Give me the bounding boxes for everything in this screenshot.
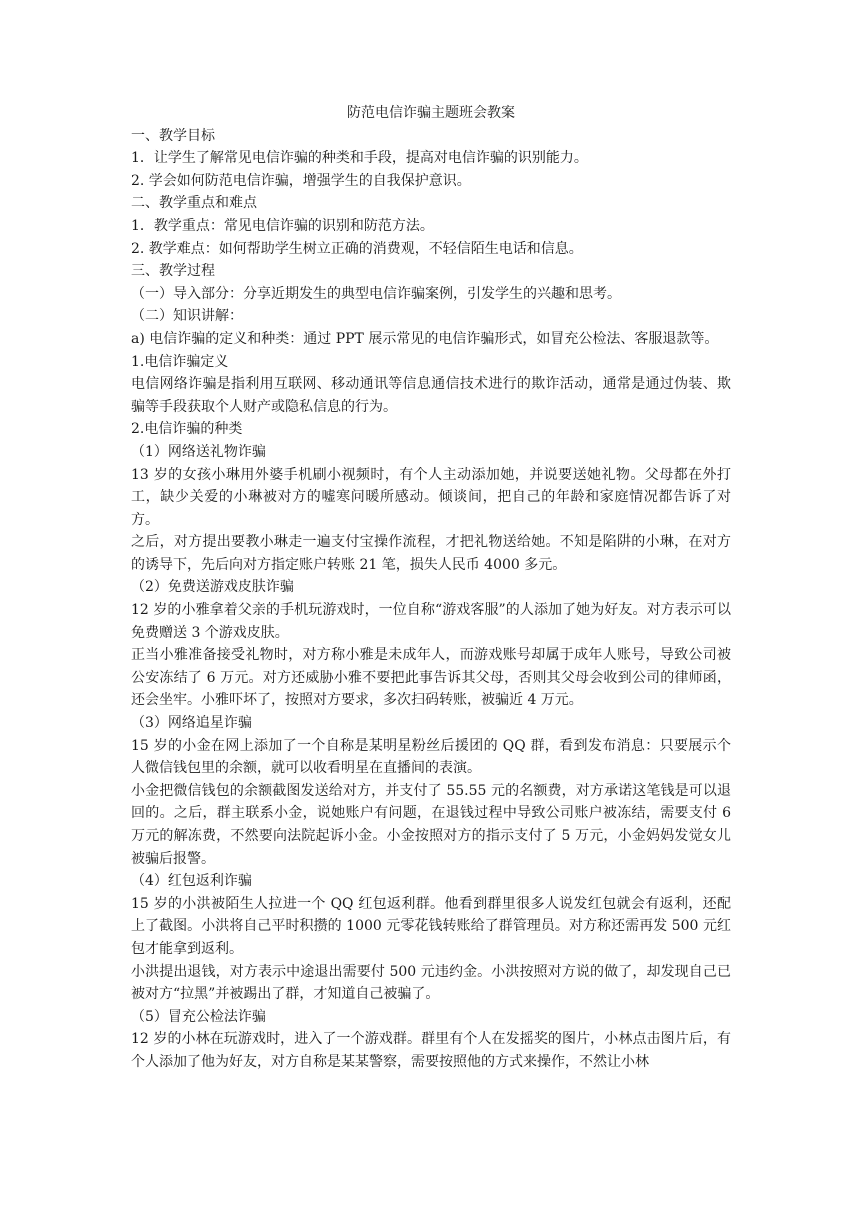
paragraph: 13 岁的女孩小琳用外婆手机刷小视频时，有个人主动添加她，并说要送她礼物。父母都在外打工，缺少关爱的小琳被对方的嘘寒问暖所感动。倾谈间，把自己的年龄和家庭情况都告诉了对方。 — [131, 466, 731, 528]
paragraph: 正当小雅准备接受礼物时，对方称小雅是未成年人，而游戏账号却属于成年人账号，导致公司被公安冻结了 6 万元。对方还威胁小雅不要把此事告诉其父母，否则其父母会收到公司的律师函，还会坐牢。小雅吓坏了，按照对方要求，多次扫码转账，被骗近 4 万元。 — [131, 647, 731, 709]
document-body — [131, 102, 731, 1074]
case-heading: （5）冒充公检法诈骗 — [131, 1008, 266, 1025]
topic-heading: 2.电信诈骗的种类 — [131, 421, 243, 438]
paragraph: a) 电信诈骗的定义和种类：通过 PPT 展示常见的电信诈骗形式，如冒充公检法、客服退款等。 — [131, 330, 719, 347]
subsection-heading: （二）知识讲解： — [131, 308, 243, 325]
topic-heading: 1.电信诈骗定义 — [131, 353, 229, 370]
case-heading: （2）免费送游戏皮肤诈骗 — [131, 579, 294, 596]
subsection-heading: （一）导入部分：分享近期发生的典型电信诈骗案例，引发学生的兴趣和思考。 — [131, 285, 621, 302]
paragraph: 15 岁的小洪被陌生人拉进一个 QQ 红包返利群。他看到群里很多人说发红包就会有返利，还配上了截图。小洪将自己平时积攒的 1000 元零花钱转账给了群管理员。对方称还需再发 500 元红包才能拿到返利。 — [131, 895, 731, 957]
paragraph: 12 岁的小林在玩游戏时，进入了一个游戏群。群里有个人在发摇奖的图片，小林点击图片后，有个人添加了他为好友，对方自称是某某警察，需要按照他的方式来操作，不然让小林 — [131, 1031, 731, 1070]
list-item: 1．教学重点：常见电信诈骗的识别和防范方法。 — [131, 217, 434, 234]
case-heading: （1）网络送礼物诈骗 — [131, 443, 266, 460]
case-heading: （3）网络追星诈骗 — [131, 715, 252, 732]
paragraph: 小金把微信钱包的余额截图发送给对方，并支付了 55.55 元的名额费，对方承诺这笔钱是可以退回的。之后，群主联系小金，说她账户有问题，在退钱过程中导致公司账户被冻结，需要支付 6 万元的解冻费，不然要向法院起诉小金。小金按照对方的指示支付了 5 万元，小金妈妈发觉女儿被骗后报警。 — [131, 782, 731, 867]
document-title: 防范电信诈骗主题班会教案 — [347, 105, 515, 121]
list-item: 2. 学会如何防范电信诈骗，增强学生的自我保护意识。 — [131, 172, 471, 189]
paragraph: 小洪提出退钱，对方表示中途退出需要付 500 元违约金。小洪按照对方说的做了，却发现自己已被对方“拉黑”并被踢出了群，才知道自己被骗了。 — [131, 963, 731, 1003]
list-item: 2. 教学难点：如何帮助学生树立正确的消费观，不轻信陌生电话和信息。 — [131, 240, 583, 257]
section-heading: 一、教学目标 — [131, 127, 215, 144]
section-heading: 二、教学重点和难点 — [131, 195, 257, 212]
section-heading: 三、教学过程 — [131, 263, 215, 280]
paragraph: 之后，对方提出要教小琳走一遍支付宝操作流程，才把礼物送给她。不知是陷阱的小琳，在对方的诱导下，先后向对方指定账户转账 21 笔，损失人民币 4000 多元。 — [131, 534, 731, 573]
case-heading: （4）红包返利诈骗 — [131, 873, 252, 890]
paragraph: 电信网络诈骗是指利用互联网、移动通讯等信息通信技术进行的欺诈活动，通常是通过伪装、欺骗等手段获取个人财产或隐私信息的行为。 — [131, 376, 731, 415]
paragraph: 12 岁的小雅拿着父亲的手机玩游戏时，一位自称“游戏客服”的人添加了她为好友。对方表示可以免费赠送 3 个游戏皮肤。 — [131, 602, 731, 641]
paragraph: 15 岁的小金在网上添加了一个自称是某明星粉丝后援团的 QQ 群，看到发布消息：只要展示个人微信钱包里的余额，就可以收看明星在直播间的表演。 — [131, 737, 731, 777]
list-item: 1．让学生了解常见电信诈骗的种类和手段，提高对电信诈骗的识别能力。 — [131, 150, 588, 167]
